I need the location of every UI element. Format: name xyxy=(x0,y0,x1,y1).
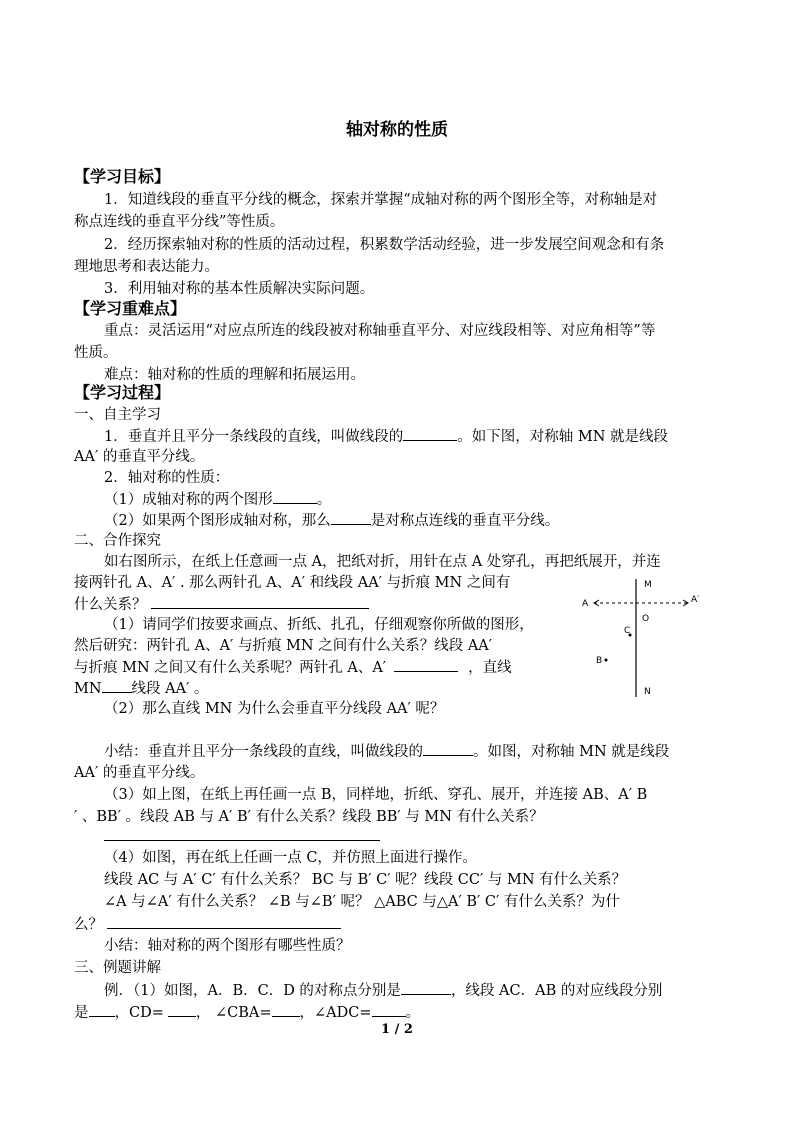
label-a-prime: A′ xyxy=(691,595,700,605)
label-m: M xyxy=(644,580,652,590)
explore-q3-line-2: ′ 、BB′ 。线段 AB 与 A′ B′ 有什么关系？线段 BB′ 与 MN 有什么关系？ xyxy=(74,809,544,825)
property-1: （1）成轴对称的两个图形 。 xyxy=(104,489,331,510)
answer-blank[interactable] xyxy=(272,1002,300,1017)
section-examples: 三、例题讲解 xyxy=(74,960,161,976)
answer-blank[interactable] xyxy=(401,980,451,995)
difficulty: 难点：轴对称的性质的理解和拓展运用。 xyxy=(104,367,365,383)
property-2: （2）如果两个图形成轴对称，那么 是对称点连线的垂直平分线。 xyxy=(104,510,559,531)
page-title: 轴对称的性质 xyxy=(346,120,448,140)
label-c: C xyxy=(624,626,631,636)
explore-q1-line-4: MN 线段 AA′ 。 xyxy=(74,678,209,699)
explore-line-3: 什么关系？ xyxy=(74,594,369,615)
goal-1-line-1: 1．知道线段的垂直平分线的概念，探索并掌握“成轴对称的两个图形全等，对称轴是对 xyxy=(104,192,658,208)
point-b xyxy=(605,659,608,662)
explore-q1-line-1: （1）请同学们按要求画点、折纸、扎孔，仔细观察你所做的图形， xyxy=(104,617,534,633)
key-point-line-1: 重点：灵活运用“对应点所连的线段被对称轴垂直平分、对应线段相等、对应角相等”等 xyxy=(104,323,656,339)
summary-1-line-2: AA′ 的垂直平分线。 xyxy=(74,765,205,781)
example-line-2: 是 ，CD= ， ∠CBA= ，∠ADC= 。 xyxy=(74,1002,420,1023)
self-study-q1-line-2: AA′ 的垂直平分线。 xyxy=(74,449,205,465)
answer-blank[interactable] xyxy=(403,426,457,441)
answer-blank[interactable] xyxy=(107,914,341,929)
goal-1-line-2: 称点连线的垂直平分线”等性质。 xyxy=(74,214,285,230)
page-number: 1 / 2 xyxy=(381,1022,413,1037)
goal-2-line-2: 理地思考和表达能力。 xyxy=(74,259,219,275)
answer-blank[interactable] xyxy=(151,594,369,609)
heading-goals: 【学习目标】 xyxy=(74,167,171,186)
label-o: O xyxy=(642,614,650,624)
explore-q1-line-3: 与折痕 MN 之间又有什么关系呢？两针孔 A、A′ ，直线 xyxy=(74,657,512,678)
answer-blank[interactable] xyxy=(372,1002,406,1017)
goal-2-line-1: 2．经历探索轴对称的性质的活动过程，积累数学活动经验，进一步发展空间观念和有条 xyxy=(104,237,665,253)
explore-q4-line-1: （4）如图，再在纸上任画一点 C，并仿照上面进行操作。 xyxy=(104,850,477,866)
explore-q4-line-4: 么？ xyxy=(74,914,341,935)
explore-line-1: 如右图所示，在纸上任意画一点 A，把纸对折，用针在点 A 处穿孔，再把纸展开，并连 xyxy=(104,554,661,570)
heading-process: 【学习过程】 xyxy=(74,383,171,402)
answer-blank[interactable] xyxy=(102,678,132,693)
explore-q4-line-2: 线段 AC 与 A′ C′ 有什么关系？ BC 与 B′ C′ 呢？线段 CC′ 与 MN 有什么关系？ xyxy=(104,872,627,888)
answer-blank[interactable] xyxy=(168,1002,196,1017)
label-n: N xyxy=(644,687,651,697)
answer-blank[interactable] xyxy=(394,657,458,672)
explore-q3-line-1: （3）如上图，在纸上再任画一点 B，同样地，折纸、穿孔、展开，并连接 AB、A′ B xyxy=(104,787,648,803)
example-line-1: 例．（1）如图，A．B．C．D 的对称点分别是 ，线段 AC．AB 的对应线段分别 xyxy=(104,980,662,1001)
summary-1-line-1: 小结：垂直并且平分一条线段的直线，叫做线段的 。如图，对称轴 MN 就是线段 xyxy=(104,741,669,762)
self-study-q1-line-1: 1．垂直并且平分一条线段的直线，叫做线段的 。如下图，对称轴 MN 就是线段 xyxy=(104,426,668,447)
self-study-q2: 2．轴对称的性质： xyxy=(104,470,230,486)
summary-2: 小结：轴对称的两个图形有哪些性质？ xyxy=(104,938,351,954)
section-cooperation: 二、合作探究 xyxy=(74,533,161,549)
answer-blank[interactable] xyxy=(273,489,317,504)
section-self-study: 一、自主学习 xyxy=(74,407,161,423)
label-a: A xyxy=(582,599,589,609)
answer-blank[interactable] xyxy=(331,510,371,525)
symmetry-figure xyxy=(580,575,720,700)
explore-line-2: 接两针孔 A、A′ . 那么两针孔 A、A′ 和线段 AA′ 与折痕 MN 之间有 xyxy=(74,575,511,591)
key-point-line-2: 性质。 xyxy=(74,345,118,361)
answer-line[interactable] xyxy=(104,840,380,841)
heading-key-points: 【学习重难点】 xyxy=(74,299,187,318)
explore-q1-line-2: 然后研究：两针孔 A、A′ 与折痕 MN 之间有什么关系？线段 AA′ xyxy=(74,638,493,654)
explore-q4-line-3: ∠A 与∠A′ 有什么关系？ ∠B 与∠B′ 呢？ △ABC 与△A′ B′ C′ 有什么关系？为什 xyxy=(104,894,620,910)
label-b: B xyxy=(596,656,603,666)
answer-blank[interactable] xyxy=(423,741,473,756)
explore-q2: （2）那么直线 MN 为什么会垂直平分线段 AA′ 呢？ xyxy=(104,701,445,717)
goal-3: 3．利用轴对称的基本性质解决实际问题。 xyxy=(104,281,375,297)
answer-blank[interactable] xyxy=(89,1002,115,1017)
